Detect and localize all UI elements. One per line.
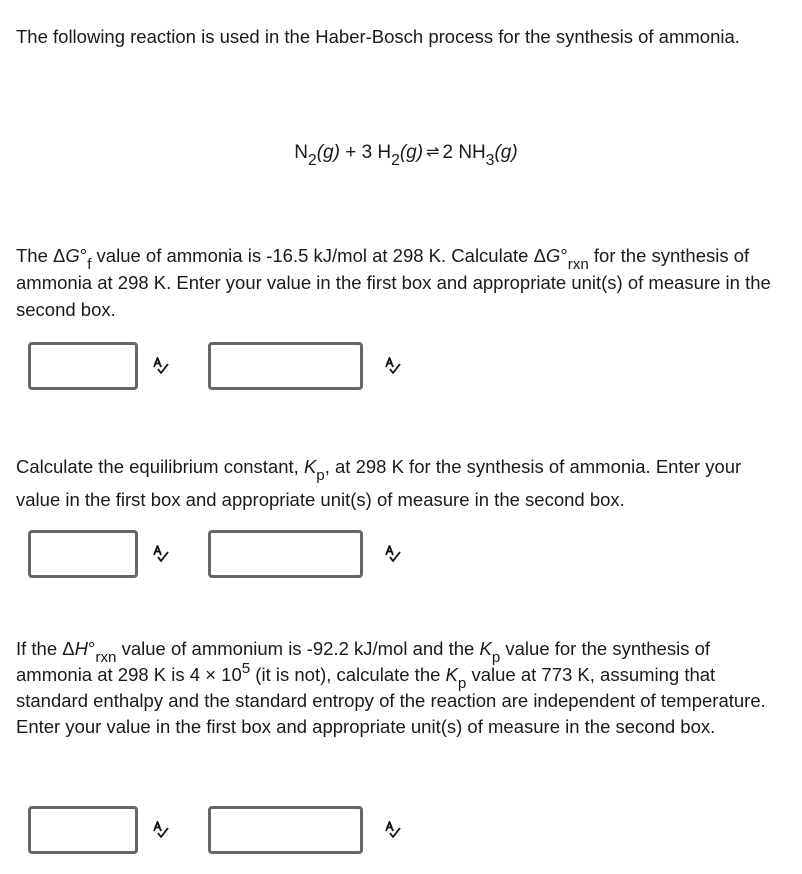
intro-text (16, 24, 786, 50)
question3-answer-row (0, 806, 802, 854)
q1-sub-rxn: rxn (567, 255, 589, 273)
q3-degree: ° (88, 638, 96, 659)
equation-nh3-state: (g) (494, 142, 518, 163)
q2-text-2: , at 298 K for the synthesis of ammonia. Enter your value in the first box and appropriate unit(s) of measure in the second box. (16, 456, 742, 510)
q2-sub-p: p (316, 466, 325, 484)
q3-sub-rxn: rxn (95, 648, 117, 666)
equation-n2-subscript: 2 (308, 152, 317, 169)
equation-h2: + 3 H (339, 142, 392, 163)
q1-value-input[interactable] (28, 342, 138, 390)
q3-exponent: 5 (241, 660, 251, 678)
q1-text-2: value of ammonia is -16.5 kJ/mol at 298 K. Calculate Δ (91, 245, 546, 266)
q3-sub-p-2: p (457, 674, 467, 692)
q3-enthalpy-symbol: H (74, 638, 89, 659)
q3-text-3: value for the synthesis of ammonia at 298 K is 4 × 10 (16, 638, 711, 685)
spellcheck-icon[interactable] (152, 544, 170, 564)
q3-k-symbol: K (479, 638, 492, 659)
spellcheck-icon[interactable] (152, 820, 170, 840)
spellcheck-icon[interactable] (152, 356, 170, 376)
reaction-equation (0, 138, 802, 169)
q3-value-input[interactable] (28, 806, 138, 854)
spellcheck-icon[interactable] (384, 356, 402, 376)
q1-gibbs-symbol-2: G (545, 245, 561, 266)
q3-unit-input[interactable] (208, 806, 363, 854)
q2-unit-input[interactable] (208, 530, 363, 578)
equation-n2-state: (g) (316, 142, 340, 163)
q2-text-1: Calculate the equilibrium constant, (16, 456, 304, 477)
equation-nh3: 2 NH (442, 142, 486, 163)
q3-text-5: value at 773 K, assuming that standard enthalpy and the standard entropy of the reaction are independent of temperature. Enter your value in the first box and appropriate unit(s) of measure in the second box. (16, 664, 766, 737)
spellcheck-icon[interactable] (384, 544, 402, 564)
question2-answer-row (0, 530, 802, 578)
q1-degree: ° (79, 245, 88, 266)
equation-nh3-subscript: 3 (485, 152, 495, 169)
q3-text-4: (it is not), calculate the (250, 664, 446, 685)
q3-text-1: If the Δ (16, 638, 75, 659)
q2-k-symbol: K (303, 456, 317, 477)
intro-text-content: The following reaction is used in the Haber-Bosch process for the synthesis of ammonia. (16, 26, 740, 47)
q1-unit-input[interactable] (208, 342, 363, 390)
q1-sub-f: f (87, 255, 92, 273)
question1-text (16, 242, 786, 323)
q3-k-symbol-2: K (445, 664, 458, 685)
q1-degree-2: ° (560, 245, 568, 266)
equilibrium-arrow-icon: ⇌ (426, 144, 440, 161)
question1-answer-row (0, 342, 802, 390)
q3-sub-p: p (491, 648, 501, 666)
q2-value-input[interactable] (28, 530, 138, 578)
equation-h2-subscript: 2 (391, 152, 400, 169)
q1-gibbs-symbol: G (65, 245, 80, 266)
equation-n2: N (294, 142, 309, 163)
question3-text (16, 636, 786, 740)
question2-text (16, 450, 786, 516)
spellcheck-icon[interactable] (384, 820, 402, 840)
q3-text-2: value of ammonium is -92.2 kJ/mol and the (116, 638, 480, 659)
q1-text-3: for the synthesis of ammonia at 298 K. Enter your value in the first box and appropriate unit(s) of measure in the second box. (16, 245, 771, 320)
equation-h2-state: (g) (399, 142, 424, 163)
q1-text-1: The Δ (16, 245, 66, 266)
